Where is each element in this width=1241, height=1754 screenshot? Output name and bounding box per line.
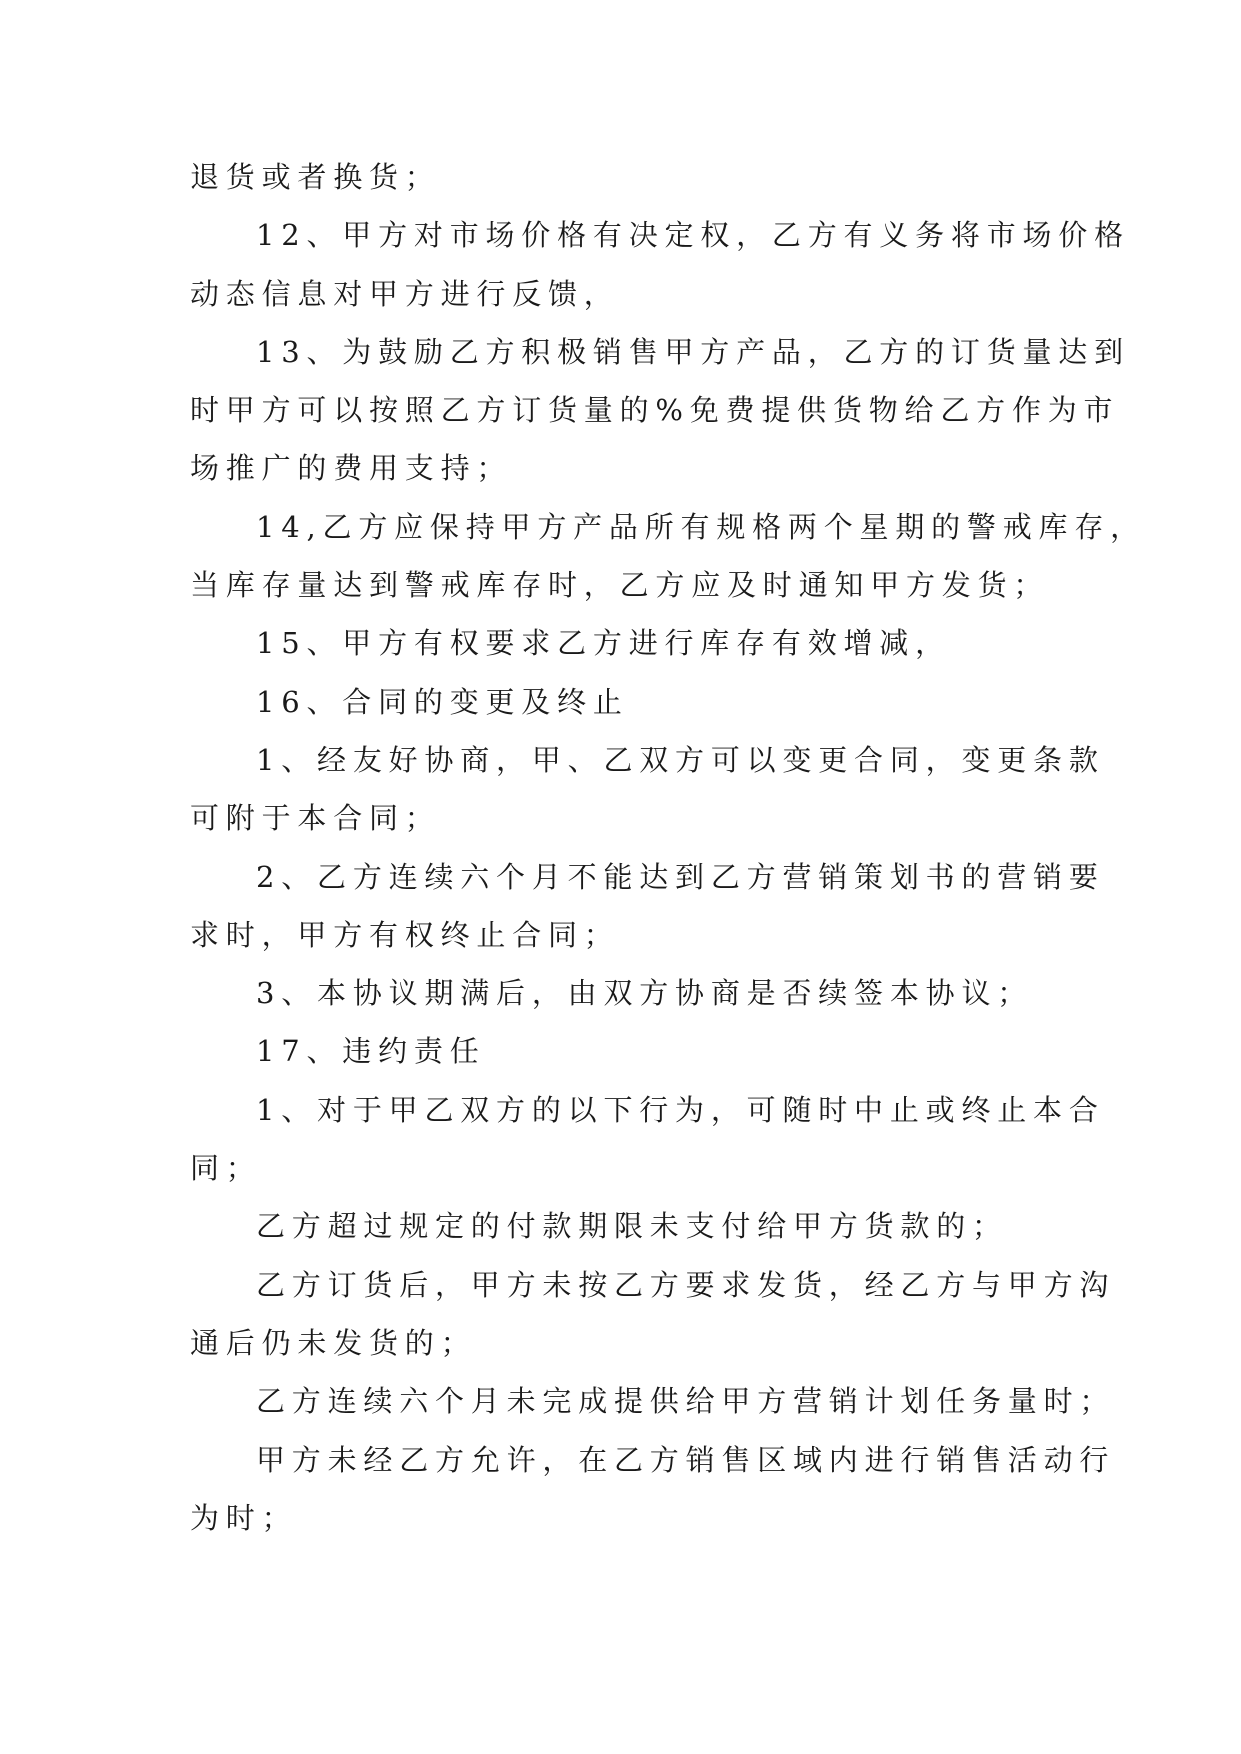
- clause-17-heading: 17、违约责任: [256, 1034, 486, 1069]
- clause-17-item-1-line-2: 同；: [190, 1151, 262, 1186]
- clause-16-item-1-line-1: 1、经友好协商，甲、乙双方可以变更合同，变更条款: [256, 742, 1105, 777]
- breach-case-2-line-2: 通后仍未发货的；: [190, 1325, 477, 1360]
- text-line-1: 退货或者换货；: [190, 160, 441, 194]
- breach-case-4-line-2: 为时；: [190, 1500, 298, 1535]
- breach-case-3: 乙方连续六个月未完成提供给甲方营销计划任务量时；: [256, 1384, 1116, 1419]
- clause-13-line-1: 13、为鼓励乙方积极销售甲方产品，乙方的订货量达到: [256, 334, 1130, 369]
- clause-14-line-1: 14,乙方应保持甲方产品所有规格两个星期的警戒库存，: [256, 509, 1146, 544]
- clause-15: 15、甲方有权要求乙方进行库存有效增减，: [256, 626, 951, 661]
- breach-case-1: 乙方超过规定的付款期限未支付给甲方货款的；: [256, 1209, 1008, 1244]
- clause-16-heading: 16、合同的变更及终止: [256, 684, 629, 719]
- clause-13-line-3: 场推广的费用支持；: [190, 451, 513, 486]
- breach-case-2-line-1: 乙方订货后，甲方未按乙方要求发货，经乙方与甲方沟: [256, 1267, 1116, 1302]
- clause-17-item-1-line-1: 1、对于甲乙双方的以下行为，可随时中止或终止本合: [256, 1092, 1105, 1127]
- clause-16-item-3: 3、本协议期满后，由双方协商是否续签本协议；: [256, 976, 1034, 1011]
- clause-16-item-1-line-2: 可附于本合同；: [190, 801, 441, 836]
- breach-case-4-line-1: 甲方未经乙方允许，在乙方销售区域内进行销售活动行: [256, 1442, 1116, 1477]
- clause-16-item-2-line-2: 求时，甲方有权终止合同；: [190, 917, 620, 952]
- clause-14-line-2: 当库存量达到警戒库存时，乙方应及时通知甲方发货；: [190, 568, 1050, 603]
- document-page: [190, 148, 1146, 1547]
- clause-13-line-2: 时甲方可以按照乙方订货量的%免费提供货物给乙方作为市: [190, 393, 1120, 428]
- clause-12-line-2: 动态信息对甲方进行反馈，: [190, 276, 620, 311]
- clause-12-line-1: 12、甲方对市场价格有决定权，乙方有义务将市场价格: [256, 218, 1130, 253]
- clause-16-item-2-line-1: 2、乙方连续六个月不能达到乙方营销策划书的营销要: [256, 859, 1105, 894]
